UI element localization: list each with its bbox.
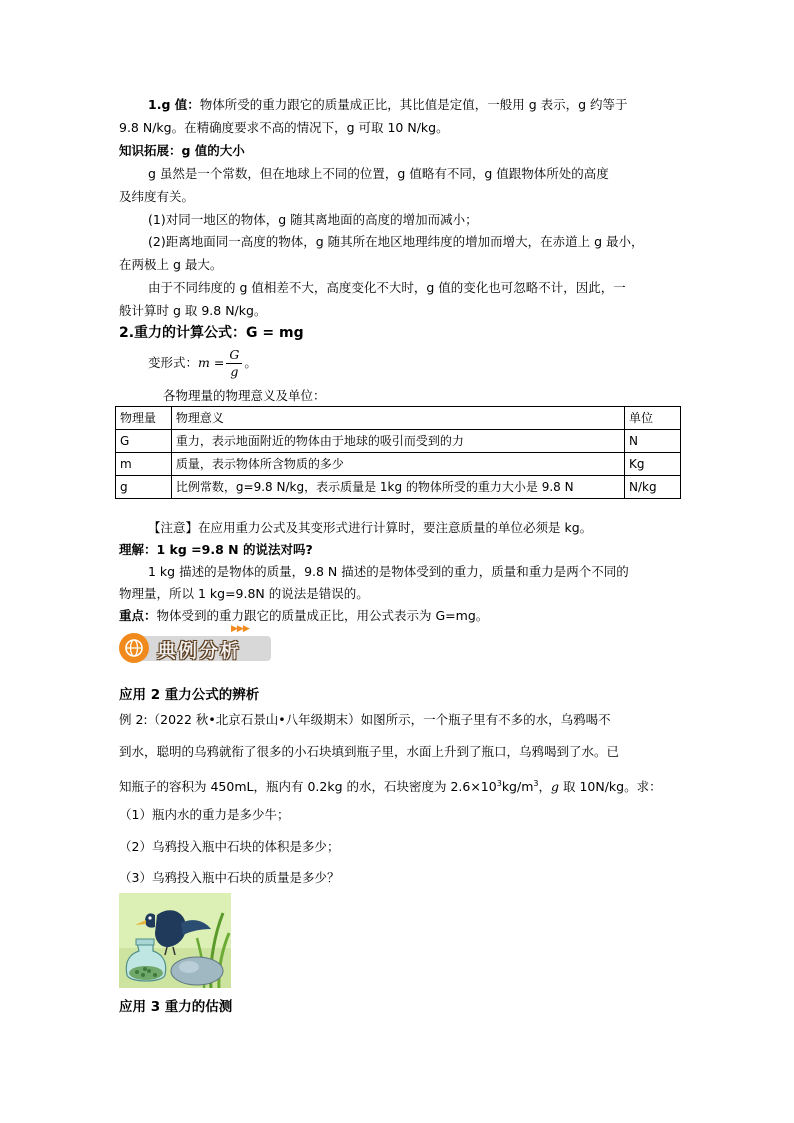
table-cell: 质量，表示物体所含物质的多少 — [171, 453, 624, 476]
question-line3-a: 知瓶子的容积为 450mL，瓶内有 0.2kg 的水，石块密度为 2.6×10 — [119, 779, 497, 795]
sub-question-2: （2）乌鸦投入瓶中石块的体积是多少； — [119, 839, 340, 854]
question-line3-g: g — [550, 779, 559, 795]
table-cell: Kg — [625, 453, 681, 476]
table-cell: N/kg — [625, 476, 681, 499]
extension-p2: (1)对同一地区的物体，g 随其离地面的高度的增加而减小； — [148, 212, 478, 227]
key-label: 重点： — [119, 608, 157, 623]
physics-quantity-table — [115, 406, 681, 499]
sub-question-3: （3）乌鸦投入瓶中石块的质量是多少？ — [119, 870, 340, 885]
fraction-numerator: G — [226, 347, 242, 364]
g-value-heading: 1.g 值： — [148, 97, 200, 112]
g-value-line2: 9.8 N/kg。在精确度要求不高的情况下，g 可取 10 N/kg。 — [119, 120, 449, 135]
extension-heading: 知识拓展：g 值的大小 — [119, 143, 245, 158]
table-header-cell: 物理意义 — [171, 407, 624, 430]
application3-heading: 应用 3 重力的估测 — [119, 999, 233, 1015]
question-line3 — [119, 775, 662, 796]
understand-line2: 物理量，所以 1 kg=9.8N 的说法是错误的。 — [119, 586, 369, 601]
formula-heading: 2.重力的计算公式：G = mg — [119, 325, 304, 341]
g-value-line1 — [148, 96, 628, 114]
crow-bottle-illustration — [119, 893, 231, 988]
table-row — [116, 430, 681, 453]
question-line1: 例 2:（2022 秋•北京石景山•八年级期末）如图所示，一个瓶子里有不多的水，乌鸦喝不 — [119, 712, 611, 727]
table-cell: 重力，表示地面附近的物体由于地球的吸引而受到的力 — [171, 430, 624, 453]
superscript: 3 — [533, 779, 539, 788]
table-header-row — [116, 407, 681, 430]
key-text: 物体受到的重力跟它的质量成正比，用公式表示为 G=mg。 — [156, 608, 489, 623]
table-header-cell: 物理量 — [116, 407, 172, 430]
extension-p3-line1: (2)距离地面同一高度的物体，g 随其所在地区地理纬度的增加而增大，在赤道上 g 最小， — [148, 234, 644, 249]
table-row — [116, 476, 681, 499]
table-cell: N — [625, 430, 681, 453]
extension-p1-line1: g 虽然是一个常数，但在地球上不同的位置，g 值略有不同，g 值跟物体所处的高度 — [148, 166, 609, 181]
question-line2: 到水，聪明的乌鸦就衔了很多的小石块填到瓶子里，水面上升到了瓶口，乌鸦喝到了水。已 — [119, 744, 620, 759]
extension-p3-line2: 在两极上 g 最大。 — [119, 257, 223, 272]
arrow-decoration-icon: ▶▶▶ — [231, 624, 249, 634]
question-line3-b: kg/m — [501, 779, 534, 795]
key-point — [119, 607, 488, 625]
question-line3-c: ， — [538, 779, 551, 795]
variant-label: 变形式： — [148, 355, 199, 370]
table-cell: 比例常数，g=9.8 N/kg，表示质量是 1kg 的物体所受的重力大小是 9.8 N — [171, 476, 624, 499]
table-cell: g — [116, 476, 172, 499]
variant-fraction — [226, 347, 242, 380]
fraction-denominator: g — [230, 364, 239, 379]
banner-title: 典例分析 — [157, 640, 242, 662]
extension-p4-line1: 由于不同纬度的 g 值相差不大，高度变化不大时，g 值的变化也可忽略不计，因此，一 — [148, 280, 626, 295]
variant-formula — [148, 346, 257, 380]
table-row — [116, 453, 681, 476]
g-value-text1: 物体所受的重力跟它的质量成正比，其比值是定值，一般用 g 表示，g 约等于 — [199, 97, 628, 112]
superscript: 3 — [496, 779, 502, 788]
table-caption: 各物理量的物理意义及单位： — [163, 388, 326, 403]
variant-lhs: m = — [198, 355, 225, 370]
understand-heading: 理解：1 kg =9.8 N 的说法对吗? — [119, 542, 313, 557]
caution-note: 【注意】在应用重力公式及其变形式进行计算时，要注意质量的单位必须是 kg。 — [148, 520, 593, 535]
globe-icon — [119, 633, 149, 663]
application2-heading: 应用 2 重力公式的辨析 — [119, 687, 260, 703]
understand-line1: 1 kg 描述的是物体的质量，9.8 N 描述的是物体受到的重力，质量和重力是两个不同的 — [148, 564, 629, 579]
variant-end: 。 — [244, 355, 257, 370]
extension-p4-line2: 般计算时 g 取 9.8 N/kg。 — [119, 303, 267, 318]
table-cell: G — [116, 430, 172, 453]
example-analysis-banner — [119, 633, 271, 663]
table-cell: m — [116, 453, 172, 476]
sub-question-1: （1）瓶内水的重力是多少牛； — [119, 807, 290, 822]
table-header-cell: 单位 — [625, 407, 681, 430]
extension-p1-line2: 及纬度有关。 — [119, 189, 195, 204]
question-line3-d: 取 10N/kg。求： — [559, 779, 662, 795]
